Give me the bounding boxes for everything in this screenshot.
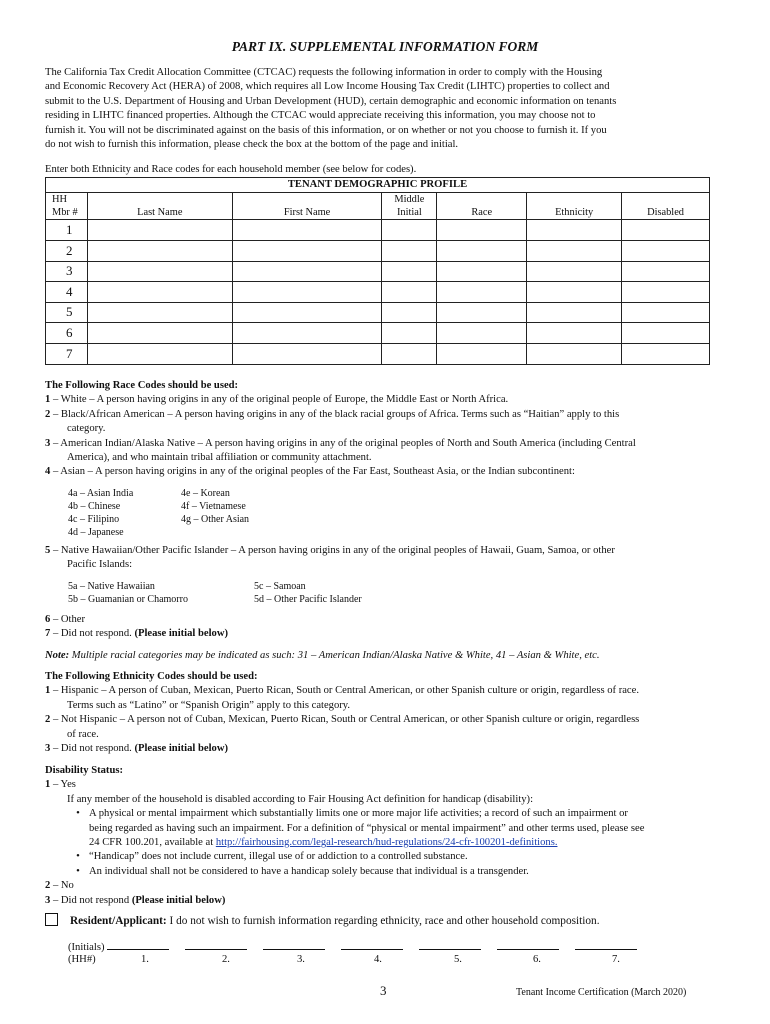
ethnicity-code-1-cont: Terms such as “Latino” or “Spanish Origin” apply to this category. — [67, 699, 351, 711]
ethnicity-code-2: 2 – Not Hispanic – A person not of Cuban, Mexican, Puerto Rican, South or Central American, or other Spanish culture or origin, regardless — [45, 714, 640, 726]
ethnicity-codes-section — [45, 670, 725, 756]
hh-num-6: 6. — [533, 954, 541, 965]
middle-initial-cell[interactable] — [382, 241, 437, 262]
middle-initial-cell[interactable] — [382, 220, 437, 241]
hh-num-7: 7. — [612, 954, 620, 965]
first-name-cell[interactable] — [232, 302, 382, 323]
bullet-icon: • — [76, 865, 80, 877]
ethnicity-cell[interactable] — [527, 261, 622, 282]
hh-number: 6 — [46, 323, 88, 344]
hud-definitions-link[interactable]: http://fairhousing.com/legal-research/hud-regulations/24-cfr-100201-definitions. — [215, 837, 558, 849]
race-cell[interactable] — [437, 323, 527, 344]
table-row — [46, 323, 710, 344]
disability-code-1: 1 – Yes — [45, 779, 76, 791]
hh-number: 2 — [46, 241, 88, 262]
hh-number-label: (HH#) — [68, 954, 96, 965]
last-name-cell[interactable] — [87, 282, 232, 303]
first-name-cell[interactable] — [232, 282, 382, 303]
intro-paragraph — [45, 66, 725, 152]
document-footer: Tenant Income Certification (March 2020) — [516, 987, 687, 998]
optout-text: I do not wish to furnish information regarding ethnicity, race and other household composition. — [166, 915, 600, 927]
disability-bullet-2: • “Handicap” does not include current, illegal use of or addiction to a controlled substance. — [45, 850, 725, 864]
initials-label: (Initials) — [68, 942, 105, 953]
intro-line: residing in LIHTC financed properties. Although the CTCAC would appreciate receiving this information, you may choose not to — [45, 110, 596, 122]
last-name-cell[interactable] — [87, 261, 232, 282]
bullet-icon: • — [76, 851, 80, 863]
initial-field-3[interactable] — [263, 940, 325, 950]
first-name-cell[interactable] — [232, 261, 382, 282]
asian-subcodes-col1 — [68, 487, 133, 539]
ethnicity-cell[interactable] — [527, 220, 622, 241]
ethnicity-cell[interactable] — [527, 343, 622, 364]
table-row — [46, 282, 710, 303]
table-row — [46, 343, 710, 364]
initial-field-2[interactable] — [185, 940, 247, 950]
ethnicity-code-3: 3 – Did not respond. (Please initial below) — [45, 743, 229, 755]
disabled-cell[interactable] — [622, 261, 710, 282]
first-name-cell[interactable] — [232, 241, 382, 262]
subcode: 5a – Native Hawaiian — [68, 581, 155, 592]
race-codes-section — [45, 379, 725, 480]
table-row — [46, 302, 710, 323]
subcode: 5b – Guamanian or Chamorro — [68, 594, 188, 605]
middle-initial-cell[interactable] — [382, 302, 437, 323]
subcode: 4b – Chinese — [68, 501, 121, 512]
ethnicity-cell[interactable] — [527, 323, 622, 344]
intro-line: do not wish to furnish this information, please check the box at the bottom of the page and initial. — [45, 139, 459, 151]
race-code-5: 5 – Native Hawaiian/Other Pacific Islander – A person having origins in any of the original peoples of Hawaii, Guam, Samoa, or other — [45, 545, 615, 556]
bullet-icon: • — [76, 808, 80, 820]
ethnicity-cell[interactable] — [527, 282, 622, 303]
pacific-subcodes-col2 — [254, 580, 362, 606]
hh-num-1: 1. — [141, 954, 149, 965]
race-cell[interactable] — [437, 241, 527, 262]
subcode: 4f – Vietnamese — [181, 501, 246, 512]
subcode: 5d – Other Pacific Islander — [254, 594, 362, 605]
disabled-cell[interactable] — [622, 220, 710, 241]
table-row — [46, 241, 710, 262]
disabled-cell[interactable] — [622, 323, 710, 344]
col-hh-mbr: HH Mbr # — [46, 193, 88, 220]
subcode: 5c – Samoan — [254, 581, 306, 592]
initial-field-5[interactable] — [419, 940, 481, 950]
demographic-table — [45, 177, 710, 365]
hh-num-5: 5. — [454, 954, 462, 965]
subcode: 4g – Other Asian — [181, 514, 250, 525]
hh-number: 3 — [46, 261, 88, 282]
col-first-name: First Name — [232, 193, 382, 220]
ethnicity-cell[interactable] — [527, 241, 622, 262]
race-note: Note: Multiple racial categories may be indicated as such: 31 – American Indian/Alaska Native & White, 41 – Asian & White, etc. — [45, 650, 600, 661]
intro-line: furnish it. You will not be discriminated against on the basis of this information, or on whether or not you choose to furnish it. If you — [45, 124, 607, 136]
col-race: Race — [437, 193, 527, 220]
col-disabled: Disabled — [622, 193, 710, 220]
ethnicity-heading: The Following Ethnicity Codes should be used: — [45, 671, 258, 682]
hh-num-3: 3. — [297, 954, 305, 965]
disability-intro: If any member of the household is disabled according to Fair Housing Act definition for handicap (disability): — [67, 793, 534, 805]
race-code-4: 4 – Asian – A person having origins in any of the original peoples of the Far East, Southeast Asia, or the Indian subcontinent: — [45, 466, 575, 478]
disabled-cell[interactable] — [622, 343, 710, 364]
disability-bullet-1-line3: 24 CFR 100.201, available at http://fairhousing.com/legal-research/hud-regulations/24-cfr-100201-definitions. — [89, 837, 558, 849]
race-code-6: 6 – Other — [45, 614, 86, 625]
disability-code-2: 2 – No — [45, 880, 74, 892]
middle-initial-cell[interactable] — [382, 282, 437, 303]
hh-number: 4 — [46, 282, 88, 303]
disability-section — [45, 764, 725, 908]
disability-bullet-3: • An individual shall not be considered to have a handicap solely because that individual is a transgender. — [45, 865, 725, 879]
race-code-5-cont: Pacific Islands: — [67, 559, 133, 571]
optout-label: Resident/Applicant: — [70, 915, 167, 927]
initial-field-6[interactable] — [497, 940, 559, 950]
col-middle-initial: Middle Initial — [382, 193, 437, 220]
middle-initial-cell[interactable] — [382, 261, 437, 282]
intro-line: submit to the U.S. Department of Housing and Urban Development (HUD), certain demographic and economic information on tenants — [45, 95, 617, 107]
race-code-1: 1 – White – A person having origins in any of the original people of Europe, the Middle East or North Africa. — [45, 394, 509, 406]
table-caption: TENANT DEMOGRAPHIC PROFILE — [46, 178, 710, 193]
col-ethnicity: Ethnicity — [527, 193, 622, 220]
pacific-subcodes-col1 — [68, 580, 188, 606]
race-code-5-block — [45, 544, 725, 573]
intro-line: and Economic Recovery Act (HERA) of 2008, which requires all Low Income Housing Tax Credit (LIHTC) properties to collect and — [45, 81, 610, 93]
table-row — [46, 261, 710, 282]
race-code-3: 3 – American Indian/Alaska Native – A person having origins in any of the original peoples of North and South America (including Central — [45, 437, 636, 449]
middle-initial-cell[interactable] — [382, 323, 437, 344]
race-cell[interactable] — [437, 282, 527, 303]
disability-code-3: 3 – Did not respond (Please initial below) — [45, 894, 226, 906]
last-name-cell[interactable] — [87, 323, 232, 344]
page-title: PART IX. SUPPLEMENTAL INFORMATION FORM — [231, 39, 539, 54]
ethnicity-cell[interactable] — [527, 302, 622, 323]
last-name-cell[interactable] — [87, 302, 232, 323]
middle-initial-cell[interactable] — [382, 343, 437, 364]
table-row — [46, 220, 710, 241]
race-cell[interactable] — [437, 343, 527, 364]
optout-row — [45, 913, 600, 928]
disabled-cell[interactable] — [622, 241, 710, 262]
hh-num-4: 4. — [374, 954, 382, 965]
race-code-2-cont: category. — [67, 423, 106, 435]
disability-bullet-1: • A physical or mental impairment which substantially limits one or more major life activities; a record of such an impairment or — [45, 807, 725, 821]
race-code-6-7 — [45, 613, 725, 642]
race-cell[interactable] — [437, 220, 527, 241]
subcode: 4a – Asian India — [68, 488, 134, 499]
initials-row — [68, 940, 653, 955]
disability-bullet-1-line2: being regarded as having such an impairment. For a definition of “physical or mental impairment” and other terms used, please see — [89, 822, 645, 834]
hh-num-2: 2. — [222, 954, 230, 965]
first-name-cell[interactable] — [232, 323, 382, 344]
disability-heading: Disability Status: — [45, 765, 123, 776]
race-code-7: 7 – Did not respond. (Please initial below) — [45, 628, 229, 640]
disabled-cell[interactable] — [622, 282, 710, 303]
ethnicity-code-2-cont: of race. — [67, 728, 99, 740]
last-name-cell[interactable] — [87, 220, 232, 241]
initial-field-7[interactable] — [575, 940, 637, 950]
hh-number: 1 — [46, 220, 88, 241]
ethnicity-code-1: 1 – Hispanic – A person of Cuban, Mexican, Puerto Rican, South or Central American, or other Spanish culture or origin, regardless of race. — [45, 685, 639, 697]
table-instruction: Enter both Ethnicity and Race codes for each household member (see below for codes). — [45, 164, 417, 175]
intro-line: The California Tax Credit Allocation Committee (CTCAC) requests the following information in order to comply with the Housing — [45, 67, 603, 78]
subcode: 4d – Japanese — [68, 527, 124, 538]
first-name-cell[interactable] — [232, 343, 382, 364]
race-cell[interactable] — [437, 302, 527, 323]
initial-field-4[interactable] — [341, 940, 403, 950]
last-name-cell[interactable] — [87, 241, 232, 262]
race-heading: The Following Race Codes should be used: — [45, 380, 239, 391]
page-number: 3 — [380, 983, 387, 998]
last-name-cell[interactable] — [87, 343, 232, 364]
race-code-3-cont: America), and who maintain tribal affiliation or community attachment. — [67, 452, 372, 464]
hh-number: 5 — [46, 302, 88, 323]
race-code-2: 2 – Black/African American – A person having origins in any of the black racial groups of Africa. Terms such as “Haitian” apply to this — [45, 408, 620, 420]
race-cell[interactable] — [437, 261, 527, 282]
first-name-cell[interactable] — [232, 220, 382, 241]
initial-field-1[interactable] — [107, 940, 169, 950]
asian-subcodes-col2 — [181, 487, 249, 526]
disabled-cell[interactable] — [622, 302, 710, 323]
optout-checkbox[interactable] — [45, 913, 58, 926]
subcode: 4e – Korean — [181, 488, 230, 499]
subcode: 4c – Filipino — [68, 514, 120, 525]
col-last-name: Last Name — [87, 193, 232, 220]
hh-number: 7 — [46, 343, 88, 364]
